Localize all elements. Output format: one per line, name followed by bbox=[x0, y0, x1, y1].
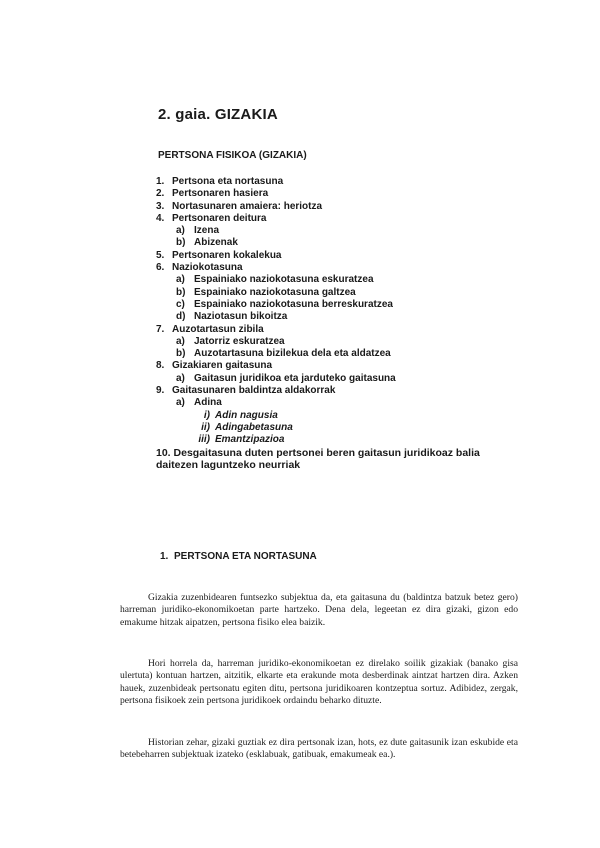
toc-subsubitem: iii) Emantzipazioa bbox=[198, 434, 285, 446]
page-title: 2. gaia. GIZAKIA bbox=[158, 106, 278, 123]
toc-subitem: b) Auzotartasuna bizilekua dela eta aldatzea bbox=[176, 348, 391, 360]
toc-item: 3. Nortasunaren amaiera: heriotza bbox=[156, 200, 323, 212]
toc-item: 2. Pertsonaren hasiera bbox=[156, 188, 269, 200]
page-subtitle: PERTSONA FISIKOA (GIZAKIA) bbox=[158, 150, 307, 161]
toc-item: 8. Gizakiaren gaitasuna bbox=[156, 360, 273, 372]
toc-subitem: a) Jatorriz eskuratzea bbox=[176, 335, 285, 347]
toc-item: 9. Gaitasunaren baldintza aldakorrak bbox=[156, 385, 336, 397]
toc-item: 7. Auzotartasun zibila bbox=[156, 323, 264, 335]
toc-subitem: a) Gaitasun juridikoa eta jarduteko gaitasuna bbox=[176, 372, 396, 384]
paragraph: Historian zehar, gizaki guztiak ez dira pertsonak izan, hots, ez dute gaitasunik izan eskubide eta betebeharren subjektuak izateko (esklabuak, gatibuak, emakumeak ea.). bbox=[120, 737, 518, 761]
toc-subsubitem: i) Adin nagusia bbox=[203, 409, 278, 421]
table-of-contents bbox=[156, 176, 516, 472]
toc-subitem: c) Espainiako naziokotasuna berreskuratzea bbox=[176, 298, 393, 310]
toc-subitem: b) Abizenak bbox=[176, 237, 238, 249]
toc-subitem: a) Izena bbox=[176, 225, 220, 237]
toc-item: 1. Pertsona eta nortasuna bbox=[156, 176, 284, 187]
toc-subitem: d) Naziotasun bikoitza bbox=[176, 311, 288, 323]
toc-subitem: a) Adina bbox=[176, 397, 222, 409]
paragraph: Hori horrela da, harreman juridiko-ekonomikoetan ez direlako soilik gizakiak (banako gisa ulertuta) kontuan hartzen, aitzitik, elkarte eta erakunde mota desberdinak aintzat hartzen dira. Azken hauek, zuzenbideak pertsonatu egiten ditu, pertsona juridikoaren kontzeptua sortuz. Adibidez, zergak, pertsona fisikoek zein pertsona juridikoek ordaindu beharko dituzte. bbox=[120, 658, 518, 707]
toc-item: 10. Desgaitasuna duten pertsonei beren gaitasun juridikoaz balia daitezen laguntzeko neurriak bbox=[156, 446, 480, 472]
toc-item: 6. Naziokotasuna bbox=[156, 262, 243, 274]
toc-item: 5. Pertsonaren kokalekua bbox=[156, 249, 282, 261]
toc-subitem: a) Espainiako naziokotasuna eskuratzea bbox=[176, 274, 374, 286]
paragraph: Gizakia zuzenbidearen funtsezko subjektua da, eta gaitasuna du (baldintza batzuk betez gero) harreman juridiko-ekonomikoetan parte hartzeko. Dena dela, legeetan ez dira gizaki, gizon edo emakume hitzak aipatzen, pertsona fisiko elea baizik. bbox=[120, 592, 518, 628]
toc-item: 4. Pertsonaren deitura bbox=[156, 212, 267, 224]
toc-subsubitem: ii) Adingabetasuna bbox=[201, 421, 293, 433]
toc-subitem: b) Espainiako naziokotasuna galtzea bbox=[176, 286, 356, 298]
section-heading: 1. PERTSONA ETA NORTASUNA bbox=[160, 551, 317, 562]
